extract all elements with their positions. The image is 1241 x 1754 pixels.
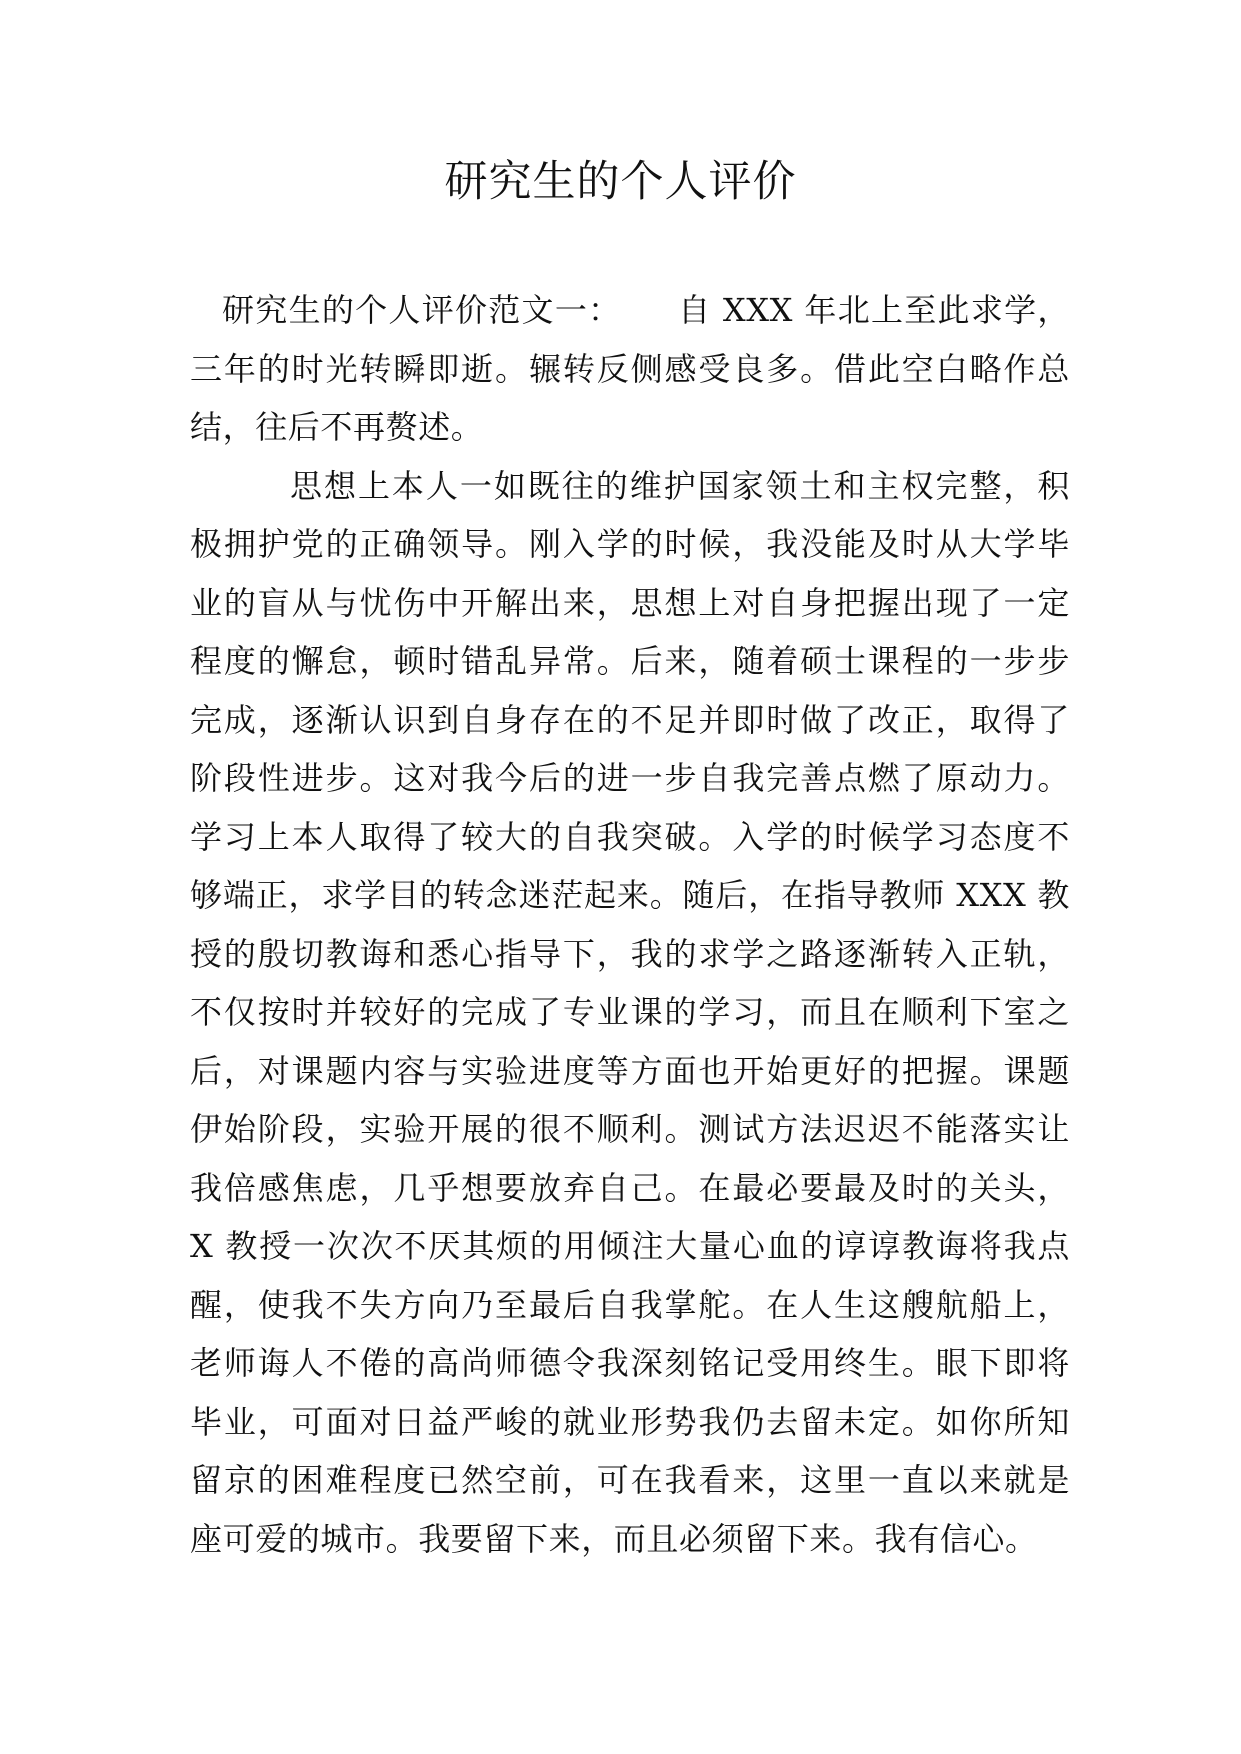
paragraph-line: 后，对课题内容与实验进度等方面也开始更好的把握。课题 (190, 1051, 1070, 1090)
paragraph-heading: 研究生的个人评价范文一： (222, 291, 622, 329)
paragraph-line: 授的殷切教诲和悉心指导下，我的求学之路逐渐转入正轨， (190, 934, 1070, 973)
paragraph-line: 座可爱的城市。我要留下来，而且必须留下来。我有信心。 (190, 1519, 1038, 1558)
paragraph-line: 三年的时光转瞬即逝。辗转反侧感受良多。借此空白略作总 (190, 349, 1070, 388)
paragraph-line: 不仅按时并较好的完成了专业课的学习，而且在顺利下室之 (190, 993, 1070, 1031)
paragraph-line: 够端正，求学目的转念迷茫起来。随后，在指导教师 XXX 教 (190, 876, 1070, 914)
paragraph-line: 留京的困难程度已然空前，可在我看来，这里一直以来就是 (190, 1461, 1070, 1499)
document-title: 研究生的个人评价 (444, 157, 797, 207)
paragraph-line: 伊始阶段，实验开展的很不顺利。测试方法迟迟不能落实让 (190, 1110, 1070, 1148)
paragraph-line: 学习上本人取得了较大的自我突破。入学的时候学习态度不 (190, 817, 1070, 856)
paragraph-line: 程度的懈怠，顿时错乱异常。后来，随着硕士课程的一步步 (190, 642, 1070, 680)
paragraph-line: 老师诲人不倦的高尚师德令我深刻铭记受用终生。眼下即将 (190, 1344, 1070, 1382)
paragraph-line (190, 281, 1070, 340)
paragraph-line: 我倍感焦虑，几乎想要放弃自己。在最必要最及时的关头， (190, 1168, 1070, 1207)
document-body (190, 281, 1070, 1568)
paragraph-line: 完成，逐渐认识到自身存在的不足并即时做了改正，取得了 (190, 700, 1070, 739)
paragraph-line: 结，往后不再赘述。 (190, 408, 484, 446)
paragraph-line: 业的盲从与忧伤中开解出来，思想上对自身把握出现了一定 (190, 583, 1070, 622)
paragraph-line: 极拥护党的正确领导。刚入学的时候，我没能及时从大学毕 (190, 525, 1070, 563)
paragraph-text: 自 XXX 年北上至此求学， (677, 291, 1071, 329)
paragraph-line: 思想上本人一如既往的维护国家领土和主权完整，积 (290, 466, 1070, 505)
paragraph-line: 毕业，可面对日益严峻的就业形势我仍去留未定。如你所知 (190, 1402, 1070, 1441)
paragraph-line: 醒，使我不失方向乃至最后自我掌舵。在人生这艘航船上， (190, 1285, 1070, 1324)
paragraph-line: 阶段性进步。这对我今后的进一步自我完善点燃了原动力。 (190, 759, 1070, 797)
paragraph-line: X 教授一次次不厌其烦的用倾注大量心血的谆谆教诲将我点 (190, 1227, 1070, 1265)
